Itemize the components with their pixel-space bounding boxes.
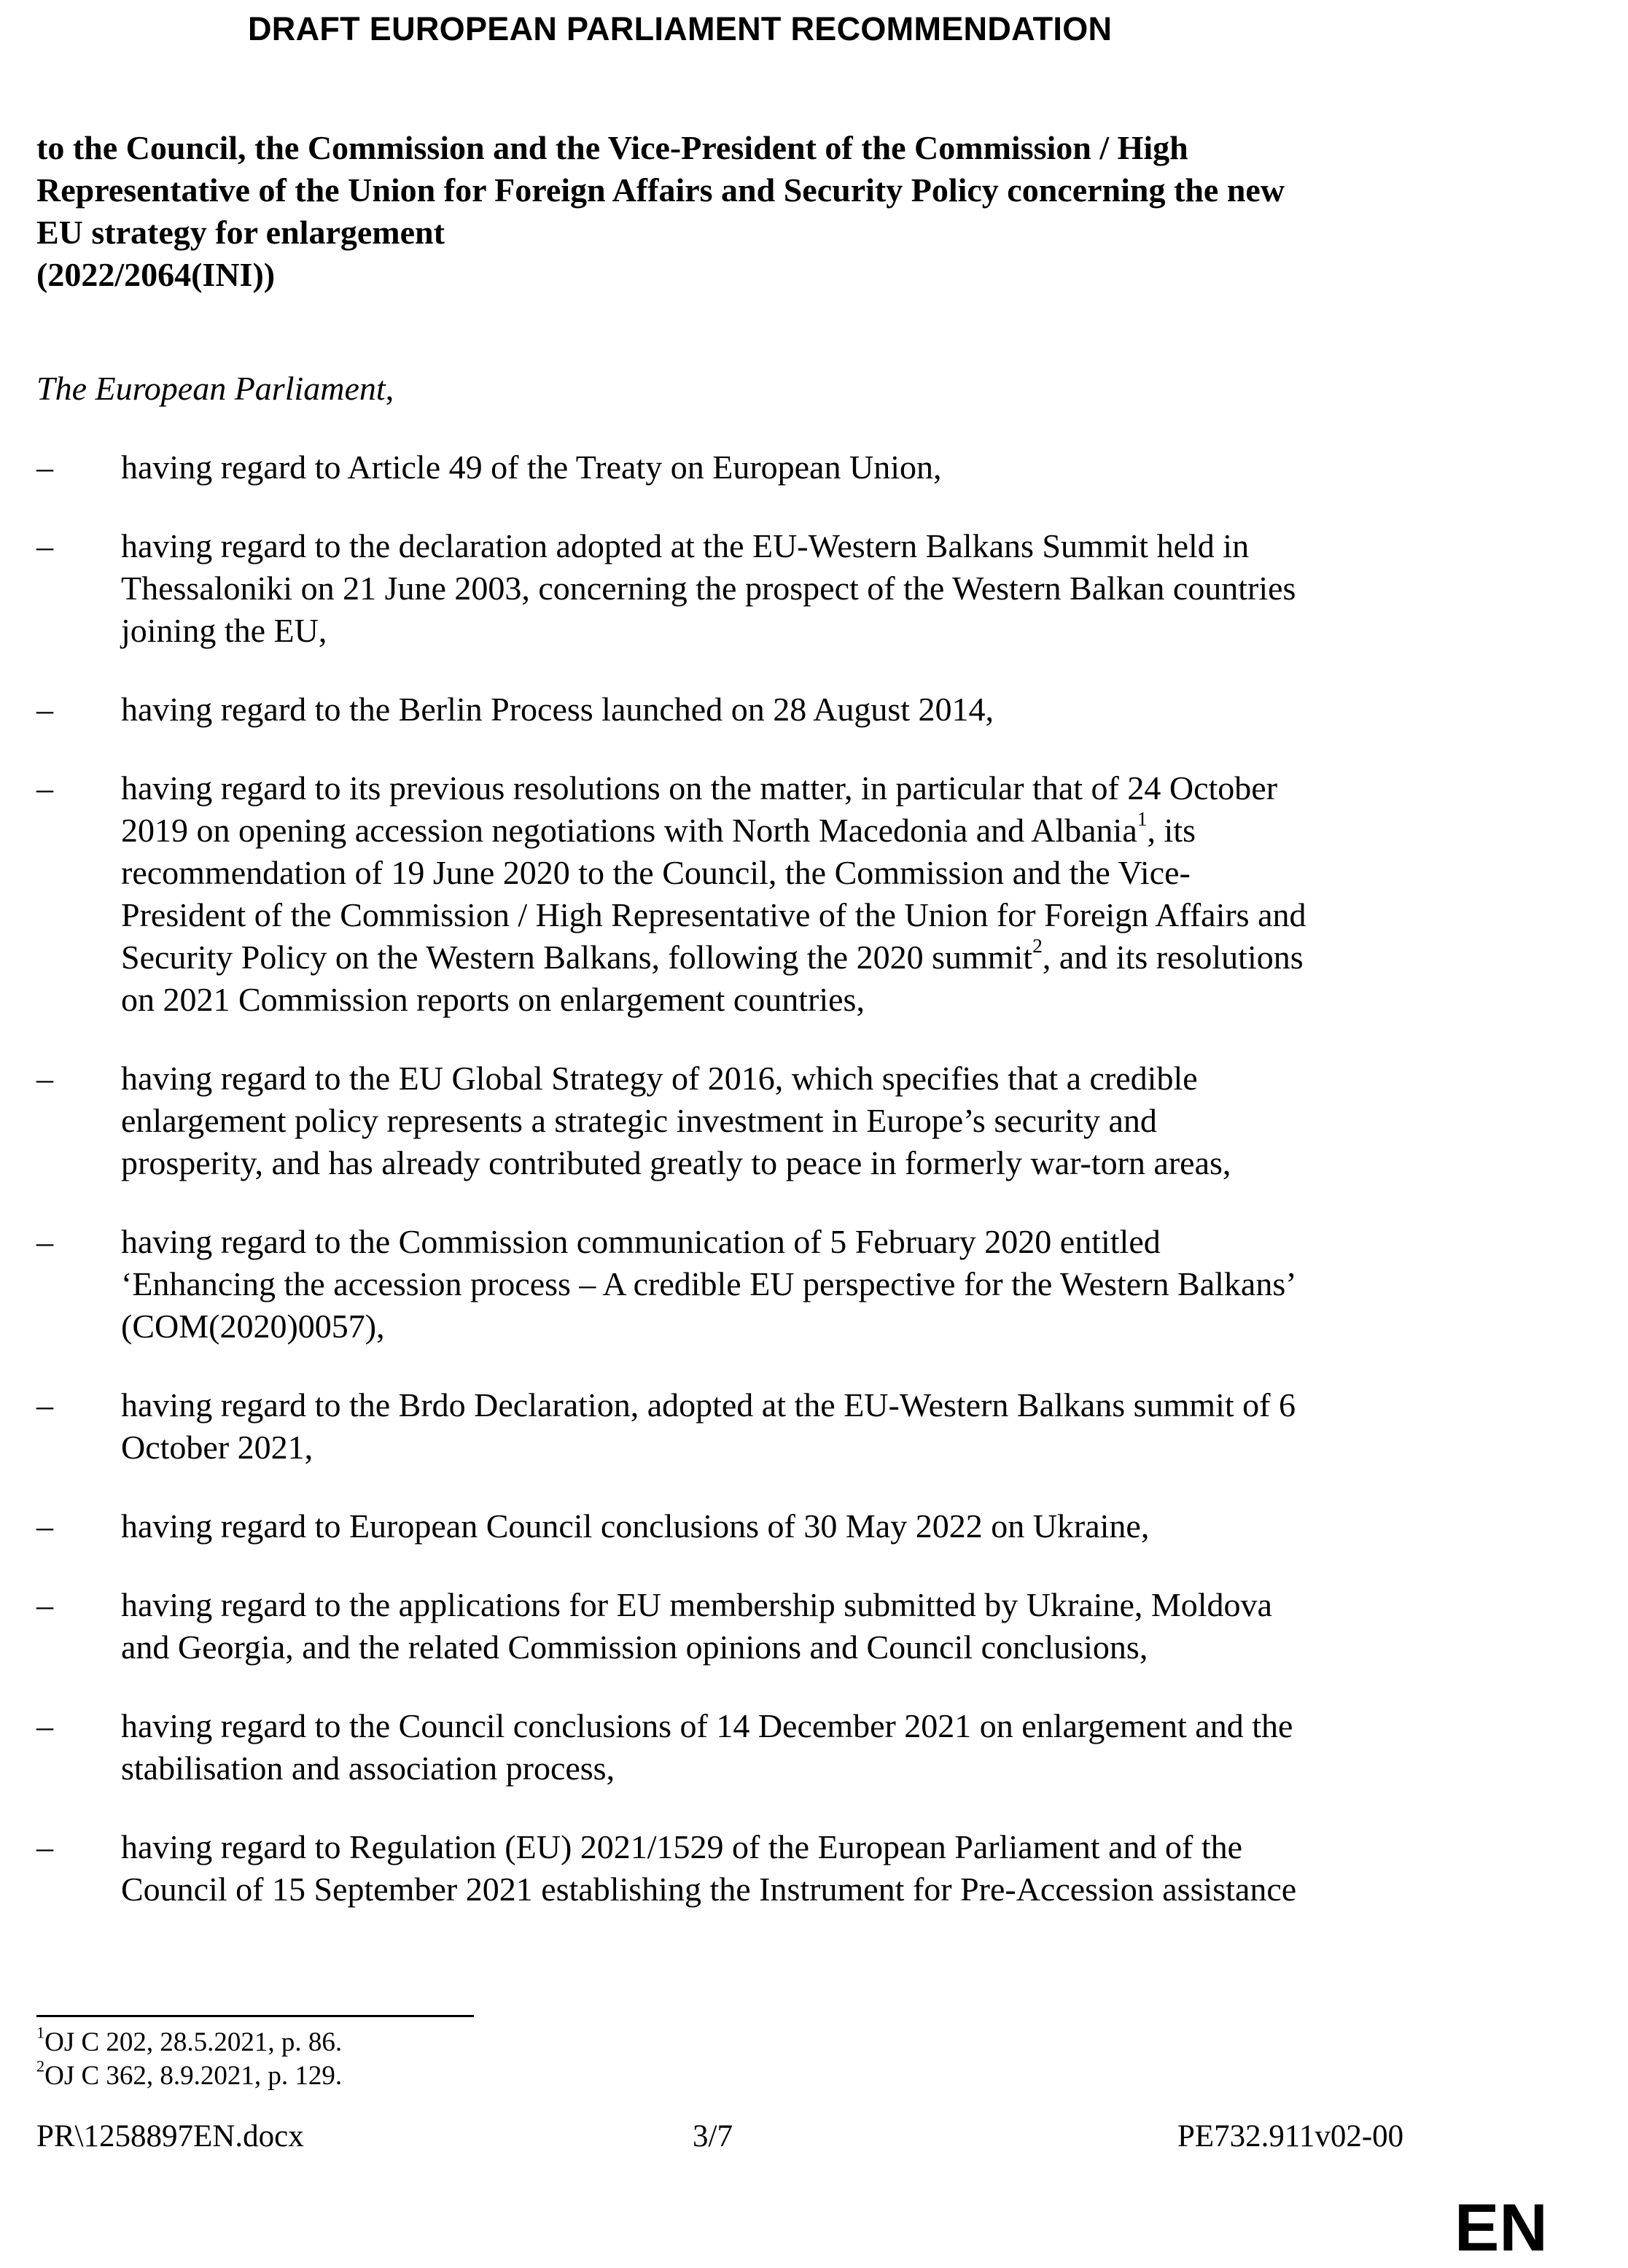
footnote-text: OJ C 202, 28.5.2021, p. 86. <box>44 2027 343 2057</box>
citation-line: having regard to the Berlin Process launched on 28 August 2014, <box>121 691 994 728</box>
citation-line: having regard to Regulation (EU) 2021/1529 of the European Parliament and of the <box>121 1828 1243 1865</box>
footnote-ref-1[interactable]: 1 <box>1137 807 1148 830</box>
dash-bullet: – <box>36 769 53 807</box>
citation-line: having regard to the applications for EU membership submitted by Ukraine, Moldova <box>121 1586 1272 1623</box>
citation-text: 2019 on opening accession negotiations with North Macedonia and Albania <box>121 812 1137 849</box>
citations-list <box>36 446 1444 1911</box>
citation-item <box>36 1221 1444 1348</box>
language-code: EN <box>1454 2191 1548 2265</box>
citation-line: having regard to the EU Global Strategy of 2016, which specifies that a credible <box>121 1060 1198 1097</box>
citation-item <box>36 767 1444 1021</box>
footnote-separator <box>36 2015 474 2017</box>
citation-line: having regard to Article 49 of the Treaty on European Union, <box>121 448 942 486</box>
citation-item <box>36 525 1444 652</box>
citation-line <box>121 933 1444 979</box>
dash-bullet: – <box>36 1507 53 1545</box>
citation-line: having regard to the Brdo Declaration, adopted at the EU-Western Balkans summit of 6 <box>121 1386 1296 1424</box>
citation-item <box>36 1057 1444 1184</box>
subtitle-line: EU strategy for enlargement <box>36 214 445 251</box>
footer-reference: PE732.911v02-00 <box>1177 2119 1404 2154</box>
citation-line: recommendation of 19 June 2020 to the Council, the Commission and the Vice- <box>121 854 1191 891</box>
citation-line: ‘Enhancing the accession process – A credible EU perspective for the Western Balkans’ <box>121 1265 1297 1302</box>
citation-line: prosperity, and has already contributed greatly to peace in formerly war-torn areas, <box>121 1144 1231 1181</box>
footnote-item <box>36 2023 343 2059</box>
subtitle-line: Representative of the Union for Foreign Affairs and Security Policy concerning the new <box>36 171 1285 209</box>
citation-item <box>36 1505 1444 1547</box>
citation-item <box>36 1705 1444 1790</box>
footer-file-name: PR\1258897EN.docx <box>36 2119 304 2154</box>
dash-bullet: – <box>36 1828 53 1865</box>
citation-line: on 2021 Commission reports on enlargement countries, <box>121 981 865 1018</box>
citation-text: Security Policy on the Western Balkans, following the 2020 summit <box>121 939 1033 976</box>
citation-line: President of the Commission / High Representative of the Union for Foreign Affairs and <box>121 896 1306 933</box>
citation-line: (COM(2020)0057), <box>121 1308 385 1345</box>
citation-line: joining the EU, <box>121 612 327 649</box>
dash-bullet: – <box>36 1223 53 1260</box>
citation-line: Thessaloniki on 21 June 2003, concerning the prospect of the Western Balkan countries <box>121 570 1296 607</box>
intro-line <box>36 368 394 410</box>
footnote-ref-2[interactable]: 2 <box>1032 933 1043 957</box>
citation-line: Council of 15 September 2021 establishing the Instrument for Pre-Accession assistance <box>121 1871 1297 1908</box>
citation-text: , and its resolutions <box>1042 939 1304 976</box>
citation-item <box>36 1826 1444 1911</box>
dash-bullet: – <box>36 448 53 486</box>
citation-line <box>121 809 1444 852</box>
dash-bullet: – <box>36 1060 53 1097</box>
footnote-text: OJ C 362, 8.9.2021, p. 129. <box>44 2061 343 2091</box>
dash-bullet: – <box>36 527 53 564</box>
citation-line: enlargement policy represents a strategic investment in Europe’s security and <box>121 1102 1157 1139</box>
footnote-mark: 1 <box>36 2023 45 2042</box>
citation-line: stabilisation and association process, <box>121 1749 615 1787</box>
intro-body: The European Parliament <box>36 370 386 407</box>
citation-item <box>36 688 1444 731</box>
citation-item <box>36 446 1444 489</box>
citation-line: and Georgia, and the related Commission opinions and Council conclusions, <box>121 1628 1148 1666</box>
footer-page-number: 3/7 <box>693 2119 733 2154</box>
intro-comma: , <box>385 370 394 407</box>
citation-item <box>36 1584 1444 1669</box>
subtitle-line: to the Council, the Commission and the Vice-President of the Commission / High <box>36 129 1188 166</box>
dash-bullet: – <box>36 691 53 728</box>
footnotes <box>36 2023 343 2093</box>
citation-line: having regard to European Council conclusions of 30 May 2022 on Ukraine, <box>121 1507 1150 1545</box>
document-subtitle <box>36 127 1436 296</box>
dash-bullet: – <box>36 1386 53 1424</box>
dash-bullet: – <box>36 1707 53 1744</box>
citation-line: having regard to the Commission communication of 5 February 2020 entitled <box>121 1223 1161 1260</box>
citation-line: having regard to its previous resolutions on the matter, in particular that of 24 October <box>121 769 1278 807</box>
footnote-item <box>36 2059 342 2093</box>
citation-item <box>36 1384 1444 1469</box>
citation-text: , its <box>1147 812 1196 849</box>
citation-line: October 2021, <box>121 1429 313 1466</box>
footnote-mark: 2 <box>36 2057 45 2075</box>
procedure-reference: (2022/2064(INI)) <box>36 256 276 293</box>
dash-bullet: – <box>36 1586 53 1623</box>
page-title: DRAFT EUROPEAN PARLIAMENT RECOMMENDATION <box>248 10 1113 47</box>
citation-line: having regard to the declaration adopted at the EU-Western Balkans Summit held in <box>121 527 1250 564</box>
citation-line: having regard to the Council conclusions of 14 December 2021 on enlargement and the <box>121 1707 1293 1744</box>
